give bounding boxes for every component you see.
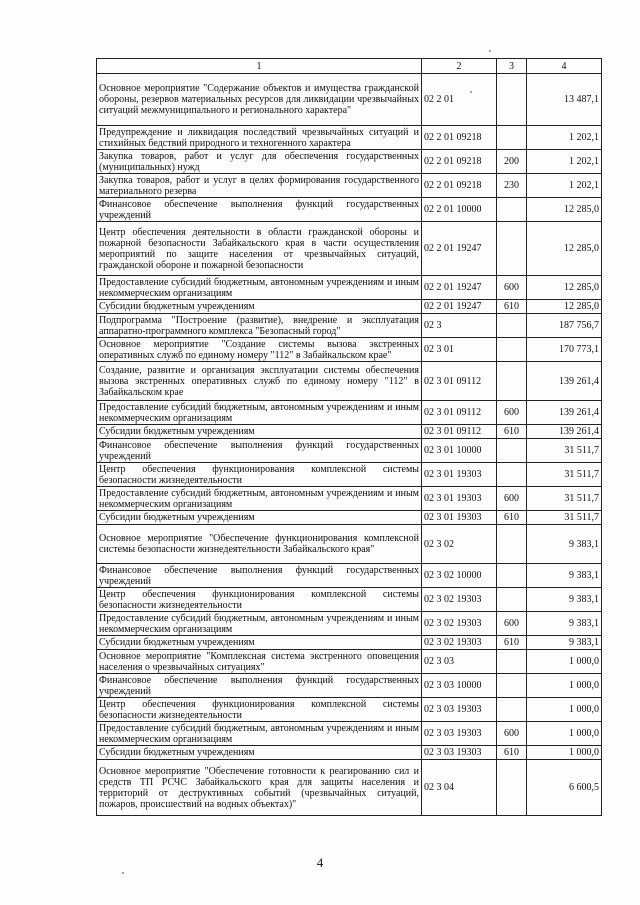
cell-type	[497, 525, 527, 564]
cell-name: Центр обеспечения функционирования комплексной системы безопасности жизнедеятельности	[97, 463, 422, 487]
cell-amount: 12 285,0	[527, 276, 602, 300]
header-cell-code: 2	[422, 59, 497, 74]
cell-type	[497, 650, 527, 674]
cell-code: 02 2 01 19247	[422, 222, 497, 276]
table-row	[97, 338, 602, 362]
cell-amount: 9 383,1	[527, 612, 602, 636]
cell-name: Основное мероприятие "Обеспечение готовности к реагированию сил и средств ТП РСЧС Забайкальского края для защиты населения и территорий от деструктивных событий (чрезвычайных ситуаций, пожаров, происшествий на водных объектах)"	[97, 760, 422, 816]
table-row	[97, 612, 602, 636]
cell-code: 02 3 01 09112	[422, 362, 497, 401]
cell-name: Предупреждение и ликвидация последствий чрезвычайных ситуаций и стихийных бедствий природного и техногенного характера	[97, 126, 422, 150]
cell-amount: 31 511,7	[527, 487, 602, 511]
cell-name: Предоставление субсидий бюджетным, автономным учреждениям и иным некоммерческим организациям	[97, 722, 422, 746]
cell-name: Субсидии бюджетным учреждениям	[97, 425, 422, 439]
cell-amount: 170 773,1	[527, 338, 602, 362]
cell-amount: 1 000,0	[527, 674, 602, 698]
table-header-row	[97, 59, 602, 74]
table-row	[97, 674, 602, 698]
cell-code: 02 2 01 10000	[422, 198, 497, 222]
cell-type: 610	[497, 425, 527, 439]
cell-amount: 12 285,0	[527, 222, 602, 276]
cell-code: 02 3 03 19303	[422, 746, 497, 760]
header-cell-name: 1	[97, 59, 422, 74]
table-row	[97, 222, 602, 276]
table-row	[97, 525, 602, 564]
cell-code: 02 3 01 09112	[422, 425, 497, 439]
budget-table	[96, 58, 602, 816]
cell-code: 02 3 02 19303	[422, 612, 497, 636]
cell-code: 02 2 01 09218	[422, 126, 497, 150]
cell-amount: 1 000,0	[527, 698, 602, 722]
cell-amount: 13 487,1	[527, 74, 602, 126]
table-row	[97, 74, 602, 126]
cell-amount: 1 202,1	[527, 126, 602, 150]
cell-code: 02 3 01 19303	[422, 511, 497, 525]
table-row	[97, 198, 602, 222]
cell-type	[497, 564, 527, 588]
cell-code: 02 3 03 19303	[422, 722, 497, 746]
cell-amount: 139 261,4	[527, 401, 602, 425]
cell-name: Предоставление субсидий бюджетным, автономным учреждениям и иным некоммерческим организациям	[97, 276, 422, 300]
table-body	[97, 74, 602, 816]
table-row	[97, 126, 602, 150]
cell-amount: 1 000,0	[527, 722, 602, 746]
cell-type	[497, 439, 527, 463]
cell-amount: 1 202,1	[527, 174, 602, 198]
cell-name: Закупка товаров, работ и услуг в целях формирования государственного материального резерва	[97, 174, 422, 198]
cell-type: 600	[497, 487, 527, 511]
cell-code: 02 3 03 10000	[422, 674, 497, 698]
cell-name: Финансовое обеспечение выполнения функций государственных учреждений	[97, 564, 422, 588]
table-row	[97, 425, 602, 439]
cell-name: Предоставление субсидий бюджетным, автономным учреждениям и иным некоммерческим организациям	[97, 612, 422, 636]
cell-type: 600	[497, 612, 527, 636]
cell-name: Субсидии бюджетным учреждениям	[97, 511, 422, 525]
cell-amount: 12 285,0	[527, 198, 602, 222]
cell-code: 02 2 01 19247	[422, 300, 497, 314]
cell-code: 02 2 01 09218	[422, 150, 497, 174]
cell-code: 02 3 02	[422, 525, 497, 564]
cell-amount: 31 511,7	[527, 439, 602, 463]
cell-amount: 1 000,0	[527, 650, 602, 674]
cell-amount: 187 756,7	[527, 314, 602, 338]
cell-type	[497, 698, 527, 722]
header-cell-amount: 4	[527, 59, 602, 74]
cell-name: Финансовое обеспечение выполнения функций государственных учреждений	[97, 198, 422, 222]
cell-name: Финансовое обеспечение выполнения функций государственных учреждений	[97, 439, 422, 463]
table-row	[97, 362, 602, 401]
cell-name: Основное мероприятие "Создание системы вызова экстренных оперативных служб по единому номеру "112" в Забайкальском крае"	[97, 338, 422, 362]
table-row	[97, 463, 602, 487]
cell-code: 02 3 02 19303	[422, 588, 497, 612]
cell-name: Центр обеспечения функционирования комплексной системы безопасности жизнедеятельности	[97, 698, 422, 722]
cell-type	[497, 314, 527, 338]
cell-type	[497, 222, 527, 276]
cell-name: Основное мероприятие "Обеспечение функционирования комплексной системы безопасности жизнедеятельности Забайкальского края"	[97, 525, 422, 564]
scan-speck	[489, 50, 491, 52]
cell-code: 02 3 01 09112	[422, 401, 497, 425]
cell-name: Предоставление субсидий бюджетным, автономным учреждениям и иным некоммерческим организациям	[97, 487, 422, 511]
cell-code: 02 3 03	[422, 650, 497, 674]
cell-code: 02 3 03 19303	[422, 698, 497, 722]
table-row	[97, 636, 602, 650]
table-row	[97, 650, 602, 674]
cell-name: Центр обеспечения функционирования комплексной системы безопасности жизнедеятельности	[97, 588, 422, 612]
table-row	[97, 439, 602, 463]
cell-code: 02 3 04	[422, 760, 497, 816]
header-cell-type: 3	[497, 59, 527, 74]
cell-type: 610	[497, 746, 527, 760]
cell-name: Закупка товаров, работ и услуг для обеспечения государственных (муниципальных) нужд	[97, 150, 422, 174]
cell-amount: 1 000,0	[527, 746, 602, 760]
cell-type	[497, 74, 527, 126]
cell-type: 200	[497, 150, 527, 174]
table-row	[97, 487, 602, 511]
cell-code: 02 2 01 19247	[422, 276, 497, 300]
cell-code: 02 2 01	[422, 74, 497, 126]
cell-name: Субсидии бюджетным учреждениям	[97, 636, 422, 650]
table-row	[97, 300, 602, 314]
cell-amount: 12 285,0	[527, 300, 602, 314]
table-row	[97, 150, 602, 174]
table-row	[97, 746, 602, 760]
cell-code: 02 3 01	[422, 338, 497, 362]
table-row	[97, 276, 602, 300]
cell-type	[497, 362, 527, 401]
cell-name: Субсидии бюджетным учреждениям	[97, 746, 422, 760]
cell-name: Финансовое обеспечение выполнения функций государственных учреждений	[97, 674, 422, 698]
cell-name: Подпрограмма "Построение (развитие), внедрение и эксплуатация аппаратно-программного комплекса "Безопасный город"	[97, 314, 422, 338]
table-row	[97, 174, 602, 198]
cell-type	[497, 463, 527, 487]
cell-code: 02 3 02 19303	[422, 636, 497, 650]
cell-name: Создание, развитие и организация эксплуатации системы обеспечения вызова экстренных оперативных служб по единому номеру "112" в Забайкальском крае	[97, 362, 422, 401]
cell-amount: 9 383,1	[527, 564, 602, 588]
cell-amount: 1 202,1	[527, 150, 602, 174]
cell-code: 02 3 01 19303	[422, 463, 497, 487]
cell-type: 610	[497, 300, 527, 314]
cell-amount: 139 261,4	[527, 425, 602, 439]
cell-type: 600	[497, 722, 527, 746]
cell-amount: 9 383,1	[527, 588, 602, 612]
table-row	[97, 314, 602, 338]
cell-amount: 139 261,4	[527, 362, 602, 401]
cell-code: 02 3 01 19303	[422, 487, 497, 511]
table-row	[97, 760, 602, 816]
cell-name: Субсидии бюджетным учреждениям	[97, 300, 422, 314]
cell-type: 610	[497, 636, 527, 650]
table-row	[97, 511, 602, 525]
cell-type	[497, 674, 527, 698]
cell-amount: 9 383,1	[527, 525, 602, 564]
cell-type	[497, 198, 527, 222]
cell-amount: 31 511,7	[527, 463, 602, 487]
cell-name: Центр обеспечения деятельности в области гражданской обороны и пожарной безопасности Забайкальского края в части осуществления мероприятий по защите населения от чрезвычайных ситуаций, гражданской обороне и пожарной безопасности	[97, 222, 422, 276]
cell-amount: 31 511,7	[527, 511, 602, 525]
cell-code: 02 3 02 10000	[422, 564, 497, 588]
table-row	[97, 401, 602, 425]
page-number: 4	[316, 855, 324, 870]
cell-type: 230	[497, 174, 527, 198]
table-row	[97, 564, 602, 588]
cell-type: 610	[497, 511, 527, 525]
cell-type	[497, 760, 527, 816]
table-row	[97, 722, 602, 746]
cell-code: 02 2 01 09218	[422, 174, 497, 198]
cell-type: 600	[497, 276, 527, 300]
cell-code: 02 3 01 10000	[422, 439, 497, 463]
cell-name: Основное мероприятие "Содержание объектов и имущества гражданской обороны, резервов материальных ресурсов для ликвидации чрезвычайных ситуаций межмуниципального и регионального характера"	[97, 74, 422, 126]
cell-type	[497, 588, 527, 612]
cell-type	[497, 338, 527, 362]
cell-name: Основное мероприятие "Комплексная система экстренного оповещения населения о чрезвычайных ситуациях"	[97, 650, 422, 674]
cell-code: 02 3	[422, 314, 497, 338]
table-row	[97, 698, 602, 722]
cell-amount: 9 383,1	[527, 636, 602, 650]
cell-type: 600	[497, 401, 527, 425]
cell-amount: 6 600,5	[527, 760, 602, 816]
cell-name: Предоставление субсидий бюджетным, автономным учреждениям и иным некоммерческим организациям	[97, 401, 422, 425]
scan-speck	[122, 872, 124, 874]
cell-type	[497, 126, 527, 150]
table-row	[97, 588, 602, 612]
